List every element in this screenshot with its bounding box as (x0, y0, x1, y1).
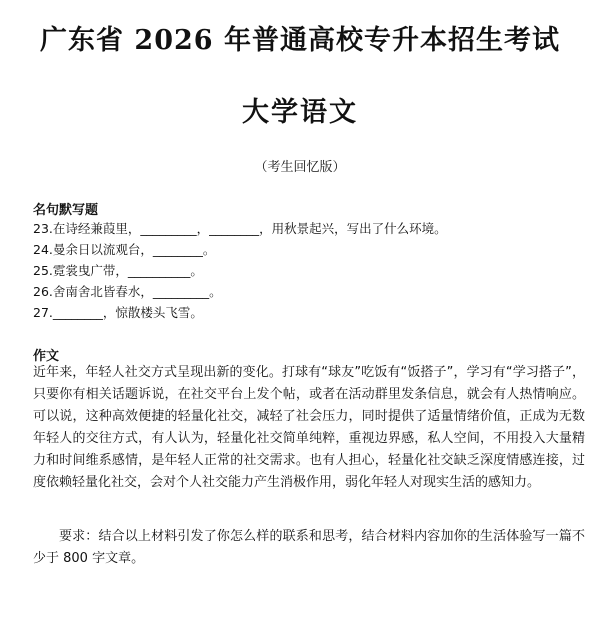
section-heading-recitation: 名句默写题 (33, 203, 99, 218)
question-item-24: 24.曼余日以流观台，________。 (33, 242, 216, 257)
recitation-question-list (33, 218, 573, 323)
question-item-26: 26.舍南舍北皆春水，_________。 (33, 284, 222, 299)
exam-title: 广东省 2026 年普通高校专升本招生考试 (40, 25, 560, 56)
essay-material-paragraph: 近年来，年轻人社交方式呈现出新的变化。打球有“球友”吃饭有“饭搭子”，学习有“学习搭子”，只要你有相关话题诉说，在社交平台上发个帖，或者在活动群里发条信息，就会有人热情响应。可以说，这种高效便捷的轻量化社交，减轻了社会压力，同时提供了适量情绪价值，正成为无数年轻人的交往方式，有人认为，轻量化社交简单纯粹，重视边界感，私人空间，不用投入大量精力和时间维系感情，是年轻人正常的社交需求。也有人担心，轻量化社交缺乏深度情感连接，过度依赖轻量化社交，会对个人社交能力产生消极作用，弱化年轻人对现实生活的感知力。 (33, 365, 585, 490)
question-item-23: 23.在诗经兼葭里，_________，________，用秋景起兴，写出了什么环境。 (33, 221, 447, 236)
question-item-25: 25.霓裳曳广带，__________。 (33, 263, 203, 278)
section-heading-essay: 作文 (33, 349, 60, 364)
edition-note: （考生回忆版） (254, 160, 346, 175)
subject-title: 大学语文 (242, 97, 358, 128)
question-item-27: 27.________，惊散楼头飞雪。 (33, 305, 203, 320)
essay-requirement-paragraph: 要求：结合以上材料引发了你怎么样的联系和思考，结合材料内容加你的生活体验写一篇不少于 800 字文章。 (33, 529, 585, 566)
